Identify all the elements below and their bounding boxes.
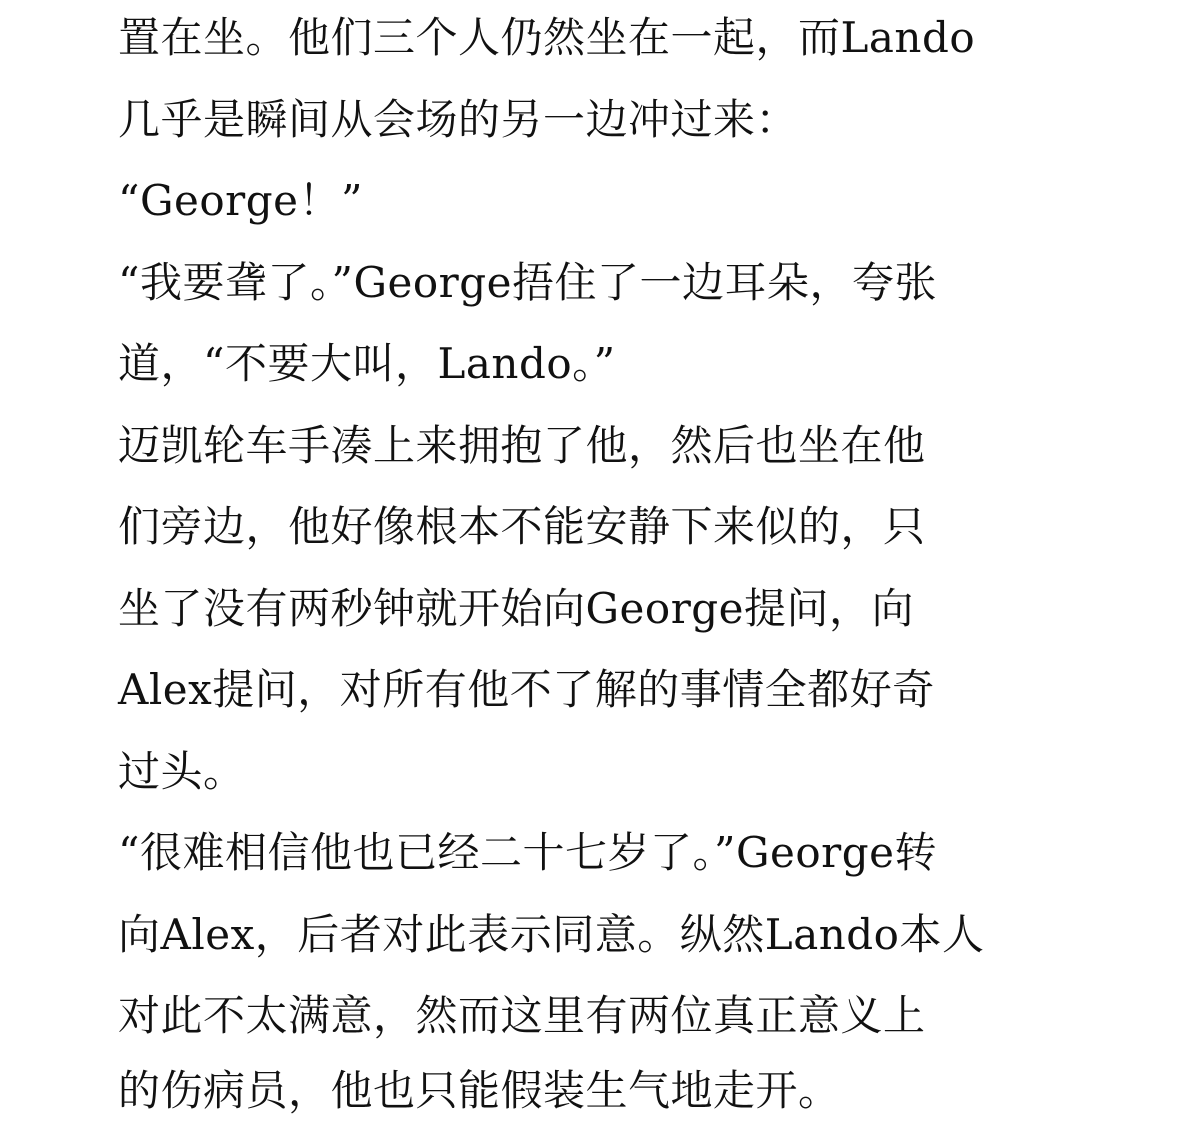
text-line: 向Alex，后者对此表示同意。纵然Lando本人 [118,910,985,959]
text-line: “我要聋了。”George捂住了一边耳朵，夸张 [118,258,937,307]
text-line: 过头。 [118,747,246,796]
text-line: 坐了没有两秒钟就开始向George提问，向 [118,584,915,633]
text-line: 迈凯轮车手凑上来拥抱了他，然后也坐在他 [118,421,926,470]
text-line: “很难相信他也已经二十七岁了。”George转 [118,828,937,877]
text-line: 们旁边，他好像根本不能安静下来似的，只 [118,502,926,551]
text-line: 道，“不要大叫，Lando。” [118,339,616,388]
text-line: 的伤病员，他也只能假装生气地走开。 [118,1066,841,1115]
text-line: “George！” [118,176,363,225]
text-line: 对此不太满意，然而这里有两位真正意义上 [118,991,926,1040]
text-line: 几乎是瞬间从会场的另一边冲过来： [118,95,799,144]
text-line: 置在坐。他们三个人仍然坐在一起，而Lando [118,13,976,62]
text-line: Alex提问，对所有他不了解的事情全都好奇 [118,665,935,714]
